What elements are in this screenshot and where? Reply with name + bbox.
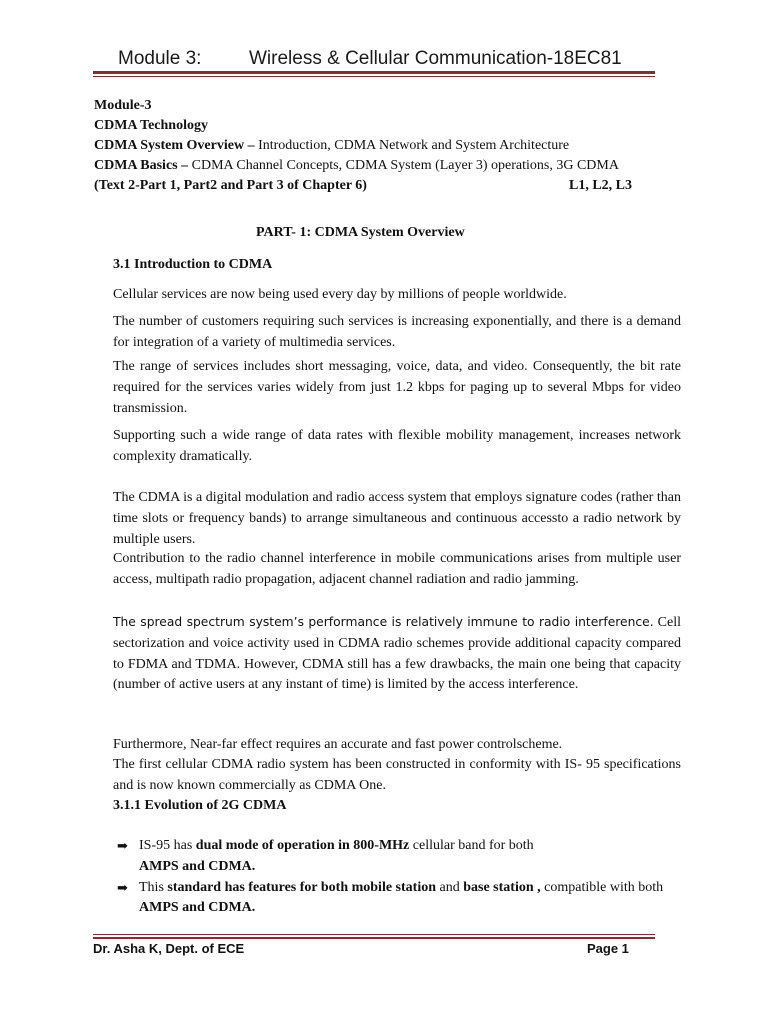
footer-rule <box>93 934 655 935</box>
paragraph: The first cellular CDMA radio system has been constructed in conformity with IS- 95 specifications and is now known commercially as CDMA One. <box>113 757 681 793</box>
header-module: Module 3: <box>118 48 202 69</box>
bullet-list <box>117 836 682 919</box>
list-item: ➡ IS-95 has dual mode of operation in 800-MHz cellular band for both AMPS and CDMA. <box>117 838 534 874</box>
syllabus-line-1: CDMA System Overview – Introduction, CDMA Network and System Architecture <box>94 138 570 153</box>
paragraph: The spread spectrum system’s performance is relatively immune to radio interference. Cell sectorization and voice activity used in CDMA radio schemes provide additional capacity compared to FDMA and TDMA. However, CDMA still has a few drawbacks, the main one being that capacity (number of active users at any instant of time) is limited by the access interference. <box>113 615 681 693</box>
part-heading: PART- 1: CDMA System Overview <box>256 225 465 240</box>
section-heading: 3.1 Introduction to CDMA <box>113 257 273 272</box>
arrow-right-icon: ➡ <box>117 838 128 853</box>
footer-author: Dr. Asha K, Dept. of ECE <box>93 941 245 956</box>
paragraph: The number of customers requiring such services is increasing exponentially, and there is a demand for integration of a variety of multimedia services. <box>113 314 681 350</box>
paragraph: Supporting such a wide range of data rates with flexible mobility management, increases network complexity dramatically. <box>113 428 681 464</box>
list-item: ➡ This standard has features for both mobile station and base station , compatible with both AMPS and CDMA. <box>117 879 664 916</box>
syllabus-line-2: CDMA Basics – CDMA Channel Concepts, CDMA System (Layer 3) operations, 3G CDMA <box>94 158 619 173</box>
paragraph: The CDMA is a digital modulation and radio access system that employs signature codes (rather than time slots or frequency bands) to arrange simultaneous and continuous accessto a radio network by multiple users. <box>113 490 681 547</box>
page-number: Page 1 <box>587 941 629 956</box>
footer-rule-thick <box>93 937 655 939</box>
module-label: Module-3 <box>94 98 152 113</box>
paragraph: Cellular services are now being used every day by millions of people worldwide. <box>113 287 567 302</box>
arrow-right-icon: ➡ <box>117 879 128 895</box>
header-title: Wireless & Cellular Communication-18EC81 <box>249 48 622 69</box>
header-rule <box>93 71 655 74</box>
paragraph: Furthermore, Near-far effect requires an accurate and fast power controlscheme. <box>113 737 563 752</box>
module-intro <box>94 96 682 196</box>
syllabus-reference: (Text 2-Part 1, Part2 and Part 3 of Chapter 6) L1, L2, L3 <box>94 176 632 196</box>
header-rule-thin <box>93 76 655 77</box>
paragraph: Contribution to the radio channel interference in mobile communications arises from multiple user access, multipath radio propagation, adjacent channel radiation and radio jamming. <box>113 551 681 587</box>
module-topic: CDMA Technology <box>94 118 208 133</box>
subsection-heading: 3.1.1 Evolution of 2G CDMA <box>113 798 287 813</box>
levels: L1, L2, L3 <box>568 178 632 193</box>
paragraph: The range of services includes short messaging, voice, data, and video. Consequently, the bit rate required for the services varies widely from just 1.2 kbps for paging up to several Mbps for video transmission. <box>113 359 681 416</box>
